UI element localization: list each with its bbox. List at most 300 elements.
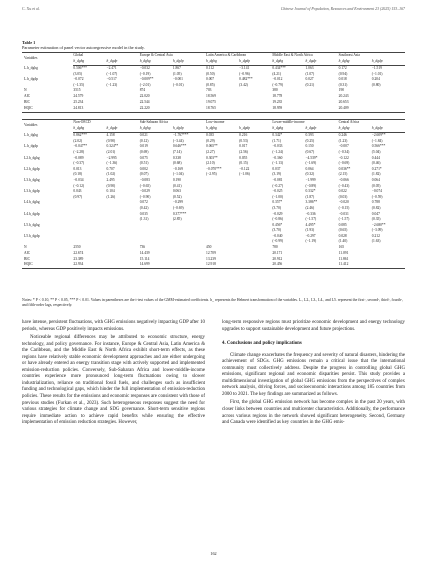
- column-subheader: h_dghg: [140, 59, 173, 66]
- column-group-label: Southeast Asia: [339, 53, 405, 60]
- tstat-cell: (−0.69): [172, 205, 184, 210]
- stat-cell: [107, 262, 140, 268]
- coefficient-cell: −0.040: [272, 233, 283, 238]
- coefficient-cell: 0.357*: [272, 200, 283, 205]
- column-subheader: h_dgdp: [107, 59, 140, 66]
- tstat-cell: (0.51): [139, 161, 149, 166]
- tstat-cell: (−0.90): [139, 194, 151, 199]
- column-subheader: h_dghg: [140, 126, 173, 133]
- stat-cell: 190: [338, 88, 345, 93]
- coefficient-cell: −0.122: [239, 166, 250, 171]
- stat-cell: [305, 262, 338, 268]
- row-variable: L.h_dgdp: [24, 144, 38, 149]
- tstat-cell: (2.01): [106, 149, 116, 154]
- coefficient-cell: −0.081: [272, 177, 283, 182]
- coefficient-cell: −0.070***: [206, 166, 222, 171]
- coefficient-cell: 0.338: [172, 155, 181, 160]
- coefficient-cell: −0.336: [305, 211, 316, 216]
- tstat-cell: (−1.04): [172, 172, 184, 177]
- stat-cell: 25.234: [73, 100, 84, 105]
- tstat-cell: (−2.01): [139, 82, 151, 87]
- tstat-cell: (−0.27): [272, 183, 284, 188]
- tstat-cell: (1.63): [371, 239, 381, 244]
- tstat-cell: (0.15): [239, 161, 248, 166]
- tstat-cell: (2.10): [206, 161, 215, 166]
- column-subheader: h_dghg: [206, 126, 239, 133]
- header-journal: Chinese Journal of Population, Resources and Environment 23 (2025) 153–167: [280, 7, 405, 11]
- stat-label: HQIC: [22, 106, 73, 112]
- column-subheader: h_dgdp: [173, 59, 206, 66]
- tstat-cell: (0.29): [206, 138, 215, 143]
- tstat-cell: (2.85): [172, 217, 182, 222]
- column-group-label: Lower-middle-income: [272, 120, 338, 127]
- tstat-cell: (1.02): [106, 172, 116, 177]
- tstat-cell: (0.31): [338, 82, 348, 87]
- coefficient-cell: 0.075: [139, 155, 148, 160]
- coefficient-cell: 0.027: [305, 77, 314, 82]
- coefficient-cell: −0.122: [338, 155, 349, 160]
- tstat-cell: (−0.34): [338, 149, 350, 154]
- coefficient-cell: 0.065**: [206, 144, 218, 149]
- stat-row: [22, 262, 405, 268]
- tstat-cell: (1.23): [338, 138, 348, 143]
- tstat-cell: (−1.00): [272, 194, 284, 199]
- tstat-cell: (1.40): [338, 239, 348, 244]
- coefficient-cell: −0.066: [338, 177, 349, 182]
- tstat-cell: (−1.57): [305, 217, 317, 222]
- stat-cell: 18.569: [206, 94, 216, 99]
- variables-header: Variables: [22, 53, 73, 66]
- stat-cell: 22.674: [73, 250, 84, 255]
- tstat-cell: (2.02): [73, 138, 83, 143]
- table-notes: Notes: * P < 0.10, ** P < 0.05, *** P < 0.01. Values in parentheses are the t-test values of the GMM-estimated coefficients. h_ represents the Helmert transformation of the variables. L., L2., L3., L4., and L5. represent the first-, second-, third-, fourth-, and fifth-order lags, respectively.: [22, 298, 404, 307]
- tstat-cell: (2.56): [239, 149, 248, 154]
- tstat-cell: (0.97): [73, 194, 83, 199]
- coefficient-cell: 0.216: [239, 133, 248, 138]
- coefficient-cell: −0.034: [73, 177, 84, 182]
- column-subheader: h_dgdp: [239, 126, 272, 133]
- column-subheader: h_dgdp: [305, 59, 338, 66]
- coefficient-cell: 0.303**: [206, 155, 218, 160]
- stat-label: N: [24, 88, 27, 93]
- coefficient-cell: −0.031: [338, 211, 349, 216]
- row-variable: L5.h_dgdp: [24, 233, 40, 238]
- coefficient-cell: 0.324**: [106, 144, 119, 149]
- column-subheader: h_dghg: [272, 126, 305, 133]
- stat-cell: 20.409: [339, 106, 372, 112]
- body-paragraph: long-term responsive regions must prioritize economic development and energy technology upgrades to support sustainable development and future projections.: [222, 320, 405, 332]
- coefficient-cell: 0.377***: [172, 211, 187, 216]
- stat-cell: [372, 262, 405, 268]
- coefficient-cell: 0.112: [206, 66, 214, 71]
- tstat-cell: (0.07): [139, 172, 149, 177]
- coefficient-cell: −1.519: [371, 66, 382, 71]
- tstat-cell: (0.82): [371, 205, 381, 210]
- coefficient-cell: −0.047**: [73, 144, 88, 149]
- stat-cell: 874: [139, 88, 146, 93]
- stat-cell: 11.091: [338, 250, 349, 255]
- tstat-cell: (0.85): [206, 82, 215, 87]
- tstat-cell: (0.65): [338, 228, 348, 233]
- stat-cell: 19.075: [206, 100, 216, 105]
- coefficient-cell: 0.434***: [272, 66, 286, 71]
- tstat-cell: (0.90): [106, 138, 116, 143]
- tstat-cell: (0.52): [172, 194, 182, 199]
- coefficient-cell: −0.083: [139, 177, 150, 182]
- row-variable: L2.h_dghg: [24, 155, 40, 160]
- coefficient-cell: 0.566***: [371, 144, 386, 149]
- stat-cell: 22.544: [139, 100, 150, 105]
- column-subheader: h_dgdp: [372, 59, 405, 66]
- row-variable: L5.h_dghg: [24, 222, 40, 227]
- tstat-cell: (0.21): [305, 82, 315, 87]
- stat-cell: 380: [272, 88, 278, 93]
- tstat-cell: (−0.96): [239, 71, 250, 76]
- coefficient-cell: −0.032: [139, 66, 150, 71]
- tstat-cell: (−1.84): [371, 138, 383, 143]
- coefficient-cell: 0.482***: [239, 77, 253, 82]
- stat-cell: 780: [272, 244, 278, 249]
- tstat-cell: (−0.69): [338, 161, 350, 166]
- column-subheader: h_dgdp: [173, 126, 206, 133]
- coefficient-cell: 3.386**: [305, 200, 318, 205]
- stat-cell: 18.765: [206, 106, 239, 112]
- stat-cell: [305, 106, 338, 112]
- stat-label: BIC: [24, 100, 30, 105]
- stat-row: [22, 106, 405, 112]
- coefficient-cell: −0.009**: [139, 77, 154, 82]
- tstat-cell: (−3.44): [172, 138, 184, 143]
- stat-cell: [173, 262, 206, 268]
- stat-label: AIC: [24, 250, 31, 255]
- coefficient-cell: 0.072: [139, 200, 148, 205]
- tstat-cell: (−0.86): [272, 217, 284, 222]
- tstat-cell: (3.05): [73, 71, 83, 76]
- row-variable: L.h_dghg: [24, 65, 38, 70]
- tstat-cell: (0.80): [371, 82, 381, 87]
- coefficient-cell: 0.246: [338, 133, 347, 138]
- coefficient-cell: 0.271*: [371, 166, 382, 171]
- coefficient-cell: 0.393: [305, 133, 314, 138]
- stat-cell: 22.220: [140, 106, 173, 112]
- column-subheader: h_dghg: [272, 59, 305, 66]
- right-column: [222, 320, 405, 429]
- tstat-cell: (1.87): [305, 194, 315, 199]
- coefficient-cell: 0.190: [172, 177, 181, 182]
- tstat-cell: (−0.65): [139, 183, 151, 188]
- header-authors: C. Xu et al.: [22, 7, 40, 11]
- tstat-cell: (0.03): [338, 194, 348, 199]
- tstat-cell: (0.94): [338, 71, 348, 76]
- tstat-cell: (0.69): [139, 149, 149, 154]
- row-variable: L2.h_dgdp: [24, 166, 40, 171]
- tstat-cell: (−1.57): [338, 217, 350, 222]
- coefficient-cell: −4.539*: [305, 155, 318, 160]
- stat-cell: 22.020: [139, 94, 150, 99]
- tstat-cell: (−0.19): [139, 71, 151, 76]
- tstat-cell: (−1.06): [239, 172, 250, 177]
- stat-cell: 12.918: [206, 262, 239, 268]
- table-title: Parameter estimation of panel vector autoregressive model in the study.: [22, 45, 145, 51]
- coefficient-cell: 0.063: [172, 189, 181, 194]
- tstat-cell: (0.12): [139, 138, 149, 143]
- coefficient-cell: 0.707: [106, 166, 115, 171]
- stat-cell: 20.653: [338, 100, 349, 105]
- row-variable: L.h_dgdp: [24, 77, 38, 82]
- coefficient-cell: −0.020: [338, 200, 349, 205]
- tstat-cell: (−1.69): [305, 161, 317, 166]
- stat-cell: [372, 106, 405, 112]
- coefficient-cell: 0.013: [73, 166, 82, 171]
- column-group-label: Low-income: [206, 120, 272, 127]
- coefficient-cell: −0.297: [305, 233, 316, 238]
- stat-label: HQIC: [22, 262, 73, 268]
- running-header: [22, 7, 405, 11]
- stat-cell: 703: [206, 88, 212, 93]
- tstat-cell: (0.50): [206, 71, 215, 76]
- tstat-cell: (−0.43): [338, 183, 350, 188]
- tstat-cell: (3.70): [272, 228, 282, 233]
- stat-cell: 19.235: [272, 100, 283, 105]
- stat-cell: 11.412: [339, 262, 372, 268]
- stat-label: AIC: [24, 94, 31, 99]
- tstat-cell: (0.41): [172, 183, 182, 188]
- tstat-cell: (−1.13): [272, 161, 284, 166]
- stat-cell: [239, 106, 272, 112]
- coefficient-cell: −0.517: [106, 77, 117, 82]
- tstat-cell: (5.04): [371, 149, 381, 154]
- tstat-cell: (1.82): [371, 172, 381, 177]
- row-variable: L3.h_dghg: [24, 177, 40, 182]
- stat-cell: 20.243: [338, 94, 349, 99]
- coefficient-cell: 0.506***: [73, 66, 87, 71]
- column-group-label: Central Africa: [339, 120, 405, 127]
- stat-cell: 12.709: [206, 250, 216, 255]
- tstat-cell: (−0.15): [338, 205, 350, 210]
- page-number: 162: [210, 551, 217, 556]
- coefficient-cell: −2.680**: [371, 222, 386, 227]
- coefficient-cell: 0.204: [371, 77, 380, 82]
- tstat-cell: (0.35): [371, 217, 381, 222]
- tstat-cell: (1.07): [305, 71, 315, 76]
- tstat-cell: (0.53): [239, 138, 248, 143]
- column-subheader: h_dghg: [339, 126, 372, 133]
- coefficient-cell: −0.074: [371, 189, 382, 194]
- tstat-cell: (−0.79): [272, 82, 284, 87]
- coefficient-cell: −0.072: [73, 77, 84, 82]
- stat-cell: 20.912: [272, 256, 283, 261]
- coefficient-cell: 0.019: [139, 144, 148, 149]
- stat-cell: 20.456: [272, 262, 305, 268]
- coefficient-cell: 1.867: [172, 66, 181, 71]
- coefficient-cell: 0.150: [305, 144, 314, 149]
- coefficient-cell: −0.012: [272, 77, 283, 82]
- stat-cell: 3515: [73, 88, 81, 93]
- tstat-cell: (1.31): [139, 217, 149, 222]
- tstat-cell: (−1.23): [106, 82, 118, 87]
- column-group-label: Non-OECD: [73, 120, 139, 127]
- coefficient-cell: −0.025: [272, 189, 283, 194]
- coefficient-cell: 0.456*: [272, 222, 283, 227]
- column-group-label: Middle East & North Africa: [272, 53, 338, 60]
- tstat-cell: (−2.95): [206, 172, 217, 177]
- coefficient-cell: 0.055: [239, 155, 248, 160]
- tstat-cell: (−3.09): [371, 228, 383, 233]
- column-group-label: Sub-Saharan Africa: [140, 120, 206, 127]
- stat-cell: 14.699: [140, 262, 173, 268]
- body-paragraph: Climate change exacerbates the frequency and severity of natural disasters, hindering the achievement of SDGs. GHG emissions remain a critical issue that the international community must collectively address. Despite the progress in controlling global GHG emissions, significant regional and economic disparities persist. This study provides a multidimensional investigation of global GHG emissions from the perspectives of complex network analysis, driving forces, and socioeconomic interactions among 185 countries from 2000 to 2021. The key findings are summarized as follows.: [222, 352, 405, 397]
- coefficient-cell: −1.999: [305, 177, 316, 182]
- coefficient-cell: 0.342*: [272, 133, 283, 138]
- body-paragraph: have intense, persistent fluctuations, with GHG emissions negatively impacting GDP after 10 periods, whereas GDP positively impacts emissions.: [22, 320, 205, 332]
- tstat-cell: (0.90): [106, 183, 116, 188]
- coefficient-cell: −0.001: [172, 77, 183, 82]
- coefficient-cell: −2.471: [106, 66, 117, 71]
- coefficient-cell: 0.646***: [172, 144, 187, 149]
- coefficient-cell: −0.007: [338, 144, 349, 149]
- tstat-cell: (7.14): [172, 149, 182, 154]
- column-group-label: Europe & Central Asia: [140, 53, 206, 60]
- tstat-cell: (2.46): [305, 205, 315, 210]
- tstat-cell: (−1.36): [106, 161, 118, 166]
- stat-cell: 736: [139, 244, 146, 249]
- tstat-cell: (0.32): [305, 172, 315, 177]
- tstat-cell: (−0.89): [305, 183, 317, 188]
- coefficient-cell: 0.064: [371, 177, 380, 182]
- coefficient-cell: 0.047: [371, 211, 380, 216]
- coefficient-cell: 0.862***: [73, 133, 87, 138]
- stat-cell: 165: [338, 244, 345, 249]
- stat-label: N: [24, 244, 27, 249]
- column-group-label: Global: [73, 53, 139, 60]
- column-subheader: h_dgdp: [372, 126, 405, 133]
- coefficient-cell: 0.037: [272, 166, 281, 171]
- coefficient-cell: 0.172: [338, 66, 347, 71]
- section-heading: 4. Conclusions and policy implications: [222, 341, 302, 347]
- coefficient-cell: −0.029: [272, 211, 283, 216]
- coefficient-cell: 0.035: [206, 133, 215, 138]
- tstat-cell: (0.18): [73, 172, 83, 177]
- variables-header: Variables: [22, 120, 73, 133]
- tstat-cell: (0.46): [371, 161, 381, 166]
- table-number: Table 1: [22, 40, 36, 45]
- coefficient-cell: 4.495*: [305, 222, 316, 227]
- tstat-cell: (0.05): [371, 183, 381, 188]
- tstat-cell: (−1.01): [371, 71, 383, 76]
- row-variable: L3.h_dgdp: [24, 189, 40, 194]
- column-subheader: h_dghg: [73, 126, 106, 133]
- stat-cell: 18.778: [272, 94, 283, 99]
- coefficient-cell: −2.609**: [371, 133, 386, 138]
- coefficient-cell: −0.089: [73, 155, 84, 160]
- stat-cell: 2550: [73, 244, 81, 249]
- coefficient-cell: −0.299: [172, 200, 183, 205]
- coefficient-cell: −3.141: [239, 66, 250, 71]
- body-paragraph: First, the global GHG emission network has become complex in the past 20 years, with closer links between countries and multicenter characteristics. Additionally, the performance across various regions in the network showed significant heterogeneity. Second, Germany and Canada were identified as key countries in the GHG emis-: [222, 400, 405, 426]
- stat-cell: 14.439: [139, 250, 150, 255]
- coefficient-cell: 0.017: [239, 144, 248, 149]
- tstat-cell: (2.27): [206, 149, 215, 154]
- coefficient-cell: 0.043: [73, 189, 82, 194]
- coefficient-cell: 0.332*: [305, 189, 316, 194]
- tstat-cell: (−1.19): [305, 239, 317, 244]
- column-subheader: h_dghg: [339, 59, 372, 66]
- tstat-cell: (3.42): [239, 82, 248, 87]
- stat-cell: [107, 106, 140, 112]
- tstat-cell: (0.25): [305, 138, 315, 143]
- tstat-cell: (−1.35): [73, 82, 85, 87]
- coefficient-cell: 2.495: [106, 177, 115, 182]
- tstat-cell: (−1.07): [106, 71, 118, 76]
- tstat-cell: (0.67): [305, 149, 315, 154]
- tstat-cell: (1.05): [172, 71, 182, 76]
- coefficient-cell: 1.063: [305, 66, 314, 71]
- tstat-cell: (−0.59): [371, 194, 383, 199]
- coefficient-cell: −0.033: [272, 144, 283, 149]
- coefficient-cell: −2.995: [106, 155, 117, 160]
- tstat-cell: (−0.37): [73, 161, 85, 166]
- stat-cell: [239, 262, 272, 268]
- coefficient-cell: −0.029: [139, 189, 150, 194]
- tstat-cell: (4.21): [272, 71, 282, 76]
- coefficient-cell: −0.169: [172, 166, 183, 171]
- column-group-label: Latin America & Caribbean: [206, 53, 272, 60]
- coefficient-cell: 4.158: [106, 133, 115, 138]
- coefficient-cell: 0.007: [206, 77, 215, 82]
- stat-cell: 15.114: [139, 256, 150, 261]
- table-caption: [22, 40, 145, 50]
- coefficient-cell: 0.028: [338, 233, 347, 238]
- coefficient-cell: 0.212: [371, 233, 380, 238]
- body-paragraph: Noticeable regional differences may be attributed to economic structure, energy technology, and policy governance. For instance, Europe & Central Asia, Latin America & the Caribbean, and the Middle East & North Africa exhibit short-term effects, as these regions have relatively stable economic development approaches and are either undergoing or have already entered an energy transition stage with actively supported and implemented emission-reduction policies. Conversely, Sub-Saharan Africa and lower-middle-income countries experience more pronounced long-term fluctuations owing to slower industrialization, reliance on traditional fossil fuels, and challenges such as insufficient funding and technological gaps, which hinder the full implementation of emission-reduction policies. These results for the emissions and economic responses are consistent with those of previous studies (Furkan et al., 2023). Such heterogeneous responses suggest the need for various strategies for climate change and SDG governance. Short-term sensitive regions require immediate action to achieve rapid benefits while ensuring the effective implementation of emission reduction strategies. However,: [22, 335, 205, 426]
- tstat-cell: (1.26): [106, 194, 116, 199]
- table-panel-non-oecd: [22, 119, 405, 269]
- stat-cell: 24.813: [73, 106, 106, 112]
- stat-cell: 22.934: [73, 262, 106, 268]
- coefficient-cell: 0.104: [106, 189, 115, 194]
- column-subheader: h_dgdp: [107, 126, 140, 133]
- coefficient-cell: −1.767***: [172, 133, 189, 138]
- tstat-cell: (1.71): [272, 138, 282, 143]
- row-variable: L4.h_dghg: [24, 200, 40, 205]
- column-subheader: h_dgdp: [305, 126, 338, 133]
- tstat-cell: (0.68): [172, 161, 182, 166]
- column-subheader: h_dghg: [73, 59, 106, 66]
- row-variable: L4.h_dgdp: [24, 211, 40, 216]
- stat-cell: 24.579: [73, 94, 84, 99]
- tstat-cell: (2.15): [338, 172, 348, 177]
- coefficient-cell: 0.021: [139, 133, 148, 138]
- tstat-cell: (3.19): [272, 172, 282, 177]
- stat-cell: 23.389: [73, 256, 84, 261]
- tstat-cell: (−2.28): [73, 149, 85, 154]
- coefficient-cell: 0.035: [139, 211, 148, 216]
- coefficient-cell: 0.085: [338, 222, 347, 227]
- coefficient-cell: 0.444: [371, 155, 380, 160]
- row-variable: L.h_dghg: [24, 132, 38, 137]
- coefficient-cell: 0.788: [371, 200, 380, 205]
- stat-cell: 18.959: [272, 106, 305, 112]
- tstat-cell: (−0.01): [172, 82, 184, 87]
- left-column: [22, 320, 205, 429]
- column-subheader: h_dghg: [206, 59, 239, 66]
- tstat-cell: (1.93): [305, 228, 315, 233]
- stat-cell: 11.861: [338, 256, 349, 261]
- stat-cell: 13.239: [206, 256, 216, 261]
- tstat-cell: (0.42): [139, 205, 149, 210]
- tstat-cell: (−0.12): [73, 183, 85, 188]
- stat-label: BIC: [24, 256, 30, 261]
